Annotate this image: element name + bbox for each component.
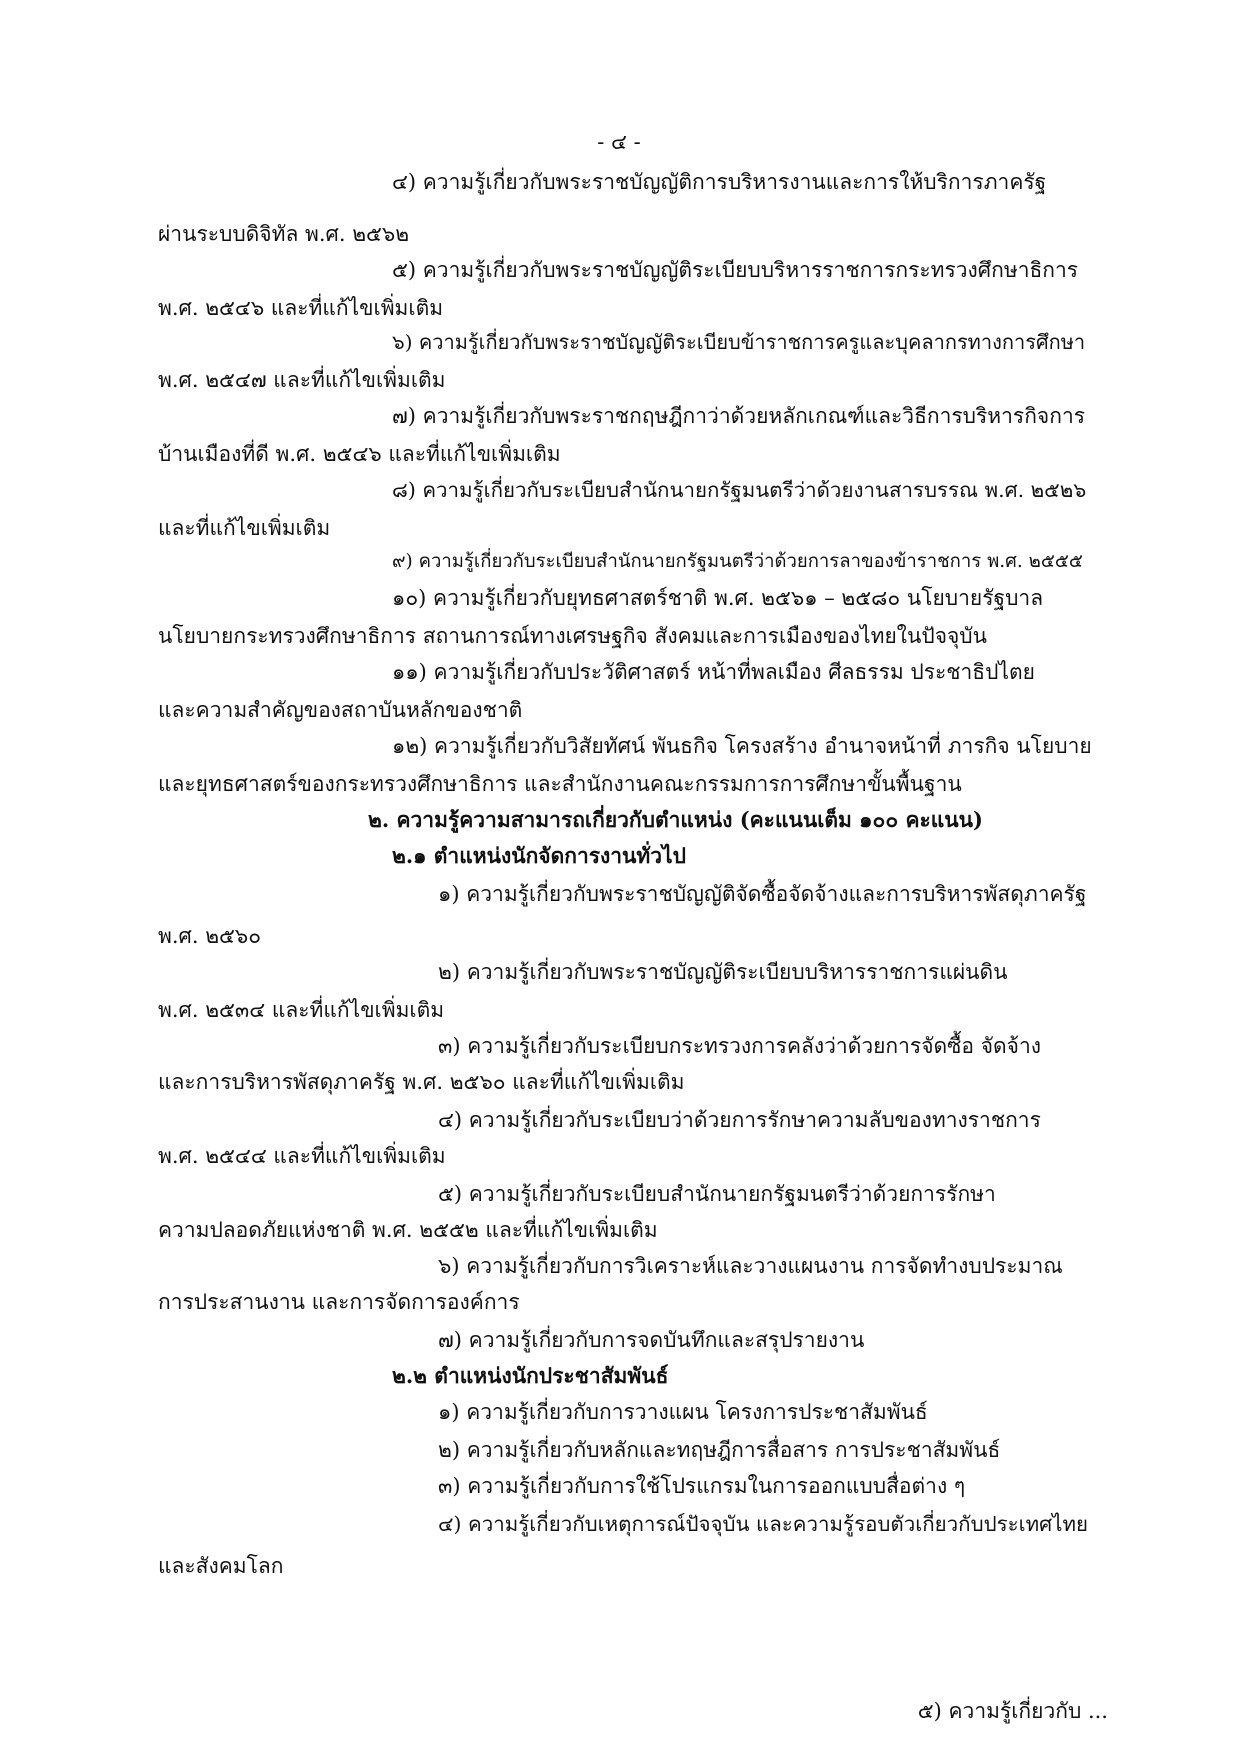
section-heading: ๒. ความรู้ความสามารถเกี่ยวกับตำแหน่ง (คะแนนเต็ม ๑๐๐ คะแนน)	[368, 807, 983, 832]
list-item-first-line: ๑๑) ความรู้เกี่ยวกับประวัติศาสตร์ หน้าที่พลเมือง ศีลธรรม ประชาธิปไตย	[392, 660, 1035, 684]
list-item-continuation: และที่แก้ไขเพิ่มเติม	[158, 516, 331, 540]
list-item-first-line: ๔) ความรู้เกี่ยวกับพระราชบัญญัติการบริหารงานและการให้บริการภาครัฐ	[392, 170, 1047, 194]
subsection-heading: ๒.๒ ตำแหน่งนักประชาสัมพันธ์	[392, 1363, 669, 1388]
list-item-continuation: พ.ศ. ๒๕๖๐	[158, 924, 262, 948]
list-item-continuation: และสังคมโลก	[158, 1554, 284, 1578]
list-item-first-line: ๖) ความรู้เกี่ยวกับพระราชบัญญัติระเบียบข้าราชการครูและบุคลากรทางการศึกษา	[392, 330, 1086, 354]
list-item-continuation: และความสำคัญของสถาบันหลักของชาติ	[158, 698, 523, 722]
list-item-continuation: พ.ศ. ๒๕๔๖ และที่แก้ไขเพิ่มเติม	[158, 296, 444, 320]
list-item-continuation: การประสานงาน และการจัดการองค์การ	[158, 1290, 520, 1314]
list-item-first-line: ๗) ความรู้เกี่ยวกับการจดบันทึกและสรุปรายงาน	[438, 1328, 865, 1352]
list-item-continuation: นโยบายกระทรวงศึกษาธิการ สถานการณ์ทางเศรษฐกิจ สังคมและการเมืองของไทยในปัจจุบัน	[158, 624, 987, 648]
continuation-marker: ๕) ความรู้เกี่ยวกับ ...	[917, 1699, 1108, 1723]
list-item-first-line: ๔) ความรู้เกี่ยวกับระเบียบว่าด้วยการรักษาความลับของทางราชการ	[438, 1108, 1041, 1132]
page-number: - ๔ -	[597, 130, 641, 154]
list-item-first-line: ๒) ความรู้เกี่ยวกับพระราชบัญญัติระเบียบบริหารราชการแผ่นดิน	[438, 960, 1008, 984]
list-item-first-line: ๕) ความรู้เกี่ยวกับระเบียบสำนักนายกรัฐมนตรีว่าด้วยการรักษา	[438, 1182, 996, 1206]
list-item-first-line: ๓) ความรู้เกี่ยวกับการใช้โปรแกรมในการออกแบบสื่อต่าง ๆ	[438, 1474, 966, 1498]
list-item-continuation: และการบริหารพัสดุภาครัฐ พ.ศ. ๒๕๖๐ และที่แก้ไขเพิ่มเติม	[158, 1070, 685, 1094]
list-item-first-line: ๖) ความรู้เกี่ยวกับการวิเคราะห์และวางแผนงาน การจัดทำงบประมาณ	[438, 1254, 1063, 1278]
list-item-first-line: ๙) ความรู้เกี่ยวกับระเบียบสำนักนายกรัฐมนตรีว่าด้วยการลาของข้าราชการ พ.ศ. ๒๕๕๕	[392, 551, 1083, 572]
list-item-first-line: ๘) ความรู้เกี่ยวกับระเบียบสำนักนายกรัฐมนตรีว่าด้วยงานสารบรรณ พ.ศ. ๒๕๒๖	[392, 478, 1087, 502]
list-item-first-line: ๔) ความรู้เกี่ยวกับเหตุการณ์ปัจจุบัน และความรู้รอบตัวเกี่ยวกับประเทศไทย	[438, 1512, 1088, 1536]
list-item-first-line: ๑) ความรู้เกี่ยวกับการวางแผน โครงการประชาสัมพันธ์	[438, 1400, 928, 1424]
list-item-continuation: ผ่านระบบดิจิทัล พ.ศ. ๒๕๖๒	[158, 222, 410, 246]
list-item-first-line: ๓) ความรู้เกี่ยวกับระเบียบกระทรวงการคลังว่าด้วยการจัดซื้อ จัดจ้าง	[438, 1034, 1041, 1058]
list-item-first-line: ๑๐) ความรู้เกี่ยวกับยุทธศาสตร์ชาติ พ.ศ. ๒๕๖๑ – ๒๕๘๐ นโยบายรัฐบาล	[392, 586, 1044, 610]
list-item-first-line: ๒) ความรู้เกี่ยวกับหลักและทฤษฎีการสื่อสาร การประชาสัมพันธ์	[438, 1438, 1001, 1462]
list-item-first-line: ๑๒) ความรู้เกี่ยวกับวิสัยทัศน์ พันธกิจ โครงสร้าง อำนาจหน้าที่ ภารกิจ นโยบาย	[392, 734, 1092, 758]
list-item-first-line: ๑) ความรู้เกี่ยวกับพระราชบัญญัติจัดซื้อจัดจ้างและการบริหารพัสดุภาครัฐ	[438, 882, 1087, 906]
list-item-continuation: พ.ศ. ๒๕๓๔ และที่แก้ไขเพิ่มเติม	[158, 998, 445, 1022]
list-item-continuation: บ้านเมืองที่ดี พ.ศ. ๒๕๔๖ และที่แก้ไขเพิ่มเติม	[158, 442, 561, 466]
list-item-first-line: ๗) ความรู้เกี่ยวกับพระราชกฤษฎีกาว่าด้วยหลักเกณฑ์และวิธีการบริหารกิจการ	[392, 404, 1086, 428]
list-item-first-line: ๕) ความรู้เกี่ยวกับพระราชบัญญัติระเบียบบริหารราชการกระทรวงศึกษาธิการ	[392, 258, 1079, 282]
list-item-continuation: พ.ศ. ๒๕๔๔ และที่แก้ไขเพิ่มเติม	[158, 1144, 446, 1168]
subsection-heading: ๒.๑ ตำแหน่งนักจัดการงานทั่วไป	[392, 843, 686, 868]
list-item-continuation: พ.ศ. ๒๕๔๗ และที่แก้ไขเพิ่มเติม	[158, 368, 446, 392]
list-item-continuation: และยุทธศาสตร์ของกระทรวงศึกษาธิการ และสำนักงานคณะกรรมการการศึกษาขั้นพื้นฐาน	[158, 772, 962, 796]
list-item-continuation: ความปลอดภัยแห่งชาติ พ.ศ. ๒๕๕๒ และที่แก้ไขเพิ่มเติม	[158, 1218, 658, 1242]
